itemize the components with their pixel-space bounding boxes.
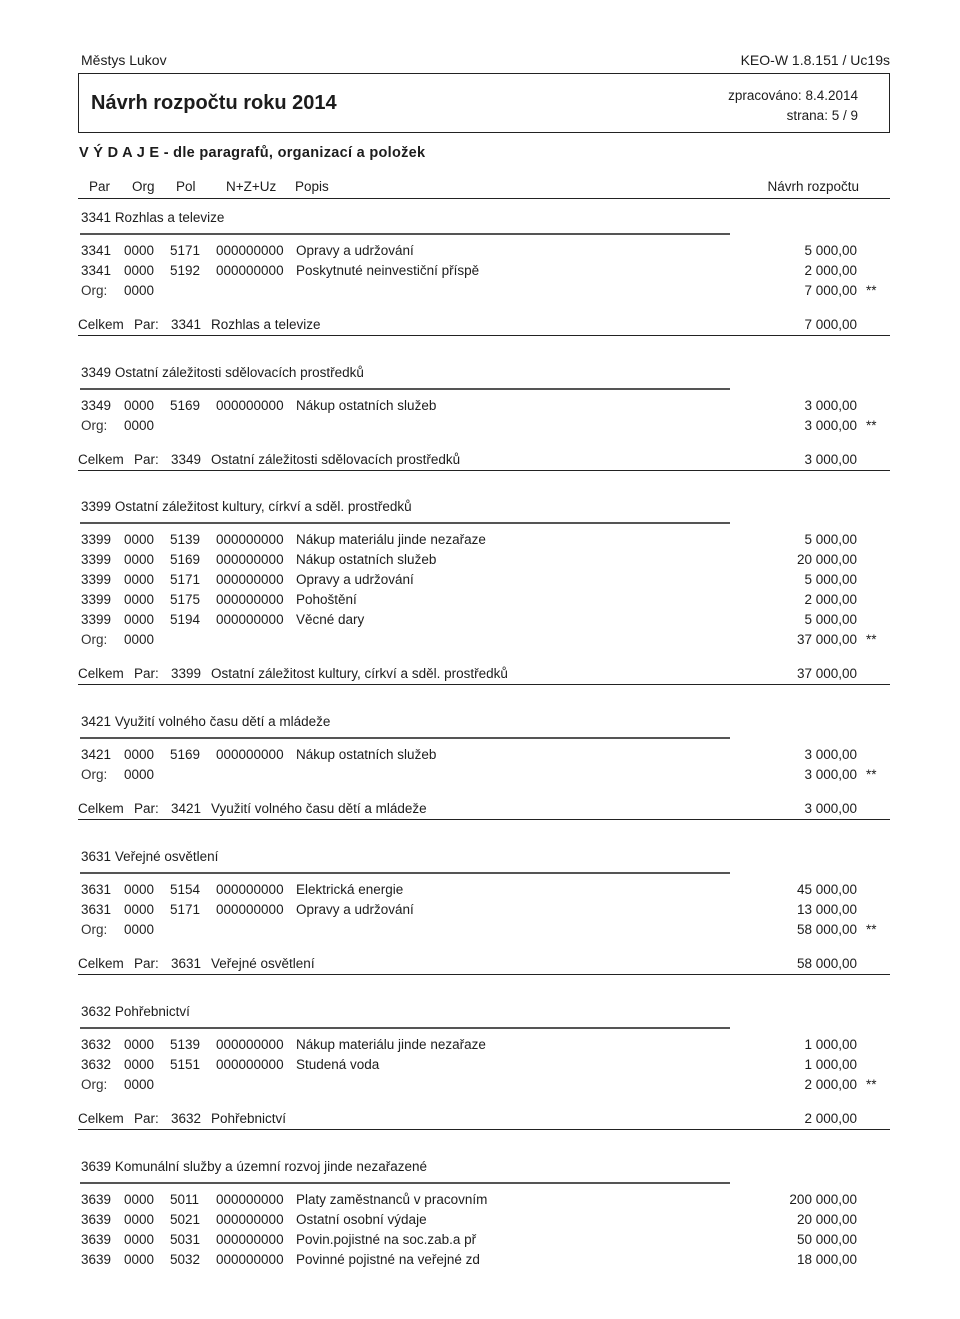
processed-label: zpracováno: (728, 88, 802, 103)
cell-pol: 5175 (170, 592, 201, 607)
cell-par: 3341 (81, 263, 112, 278)
cell-amount: 1 000,00 (804, 1037, 857, 1052)
header-divider (78, 198, 890, 199)
par-label: Par: (134, 801, 159, 816)
report-subtitle: V Ý D A J E - dle paragrafů, organizací a položek (79, 145, 426, 161)
section-name: Komunální služby a územní rozvoj jinde nezařazené (114, 1159, 427, 1174)
table-row (0, 882, 960, 902)
cell-amount: 18 000,00 (796, 1252, 857, 1267)
processed-date: 8.4.2014 (805, 88, 858, 103)
cell-popis: Platy zaměstnanců v pracovním (296, 1192, 488, 1207)
cell-popis: Opravy a udržování (296, 243, 414, 258)
section-title (81, 210, 224, 225)
cell-org: 0000 (124, 747, 155, 762)
org-subtotal: 3 000,00 (804, 418, 857, 433)
section-divider (80, 737, 730, 739)
section-par: 3631 (81, 849, 112, 864)
table-row (0, 1212, 960, 1232)
cell-nzu: 000000000 (216, 552, 284, 567)
cell-popis: Pohoštění (296, 592, 357, 607)
total-par-code: 3349 (171, 452, 202, 467)
par-label: Par: (134, 1111, 159, 1126)
org-subtotal: 3 000,00 (804, 767, 857, 782)
total-underline (78, 470, 890, 471)
total-label: Celkem (78, 666, 124, 681)
cell-par: 3639 (81, 1232, 112, 1247)
cell-org: 0000 (124, 263, 155, 278)
cell-pol: 5171 (170, 572, 201, 587)
table-row (0, 532, 960, 552)
section-name: Využití volného času dětí a mládeže (114, 714, 331, 729)
cell-par: 3639 (81, 1252, 112, 1267)
cell-pol: 5194 (170, 612, 201, 627)
cell-popis: Povin.pojistné na soc.zab.a př (296, 1232, 477, 1247)
org-subtotal: 37 000,00 (796, 632, 857, 647)
total-par-name: Využití volného času dětí a mládeže (211, 801, 427, 816)
org-label: Org: (81, 1077, 108, 1092)
cell-amount: 1 000,00 (804, 1057, 857, 1072)
section-name: Ostatní záležitost kultury, církví a sděl. prostředků (114, 499, 412, 514)
organization-name: Městys Lukov (81, 52, 167, 68)
cell-org: 0000 (124, 902, 155, 917)
section-divider (80, 388, 730, 390)
cell-nzu: 000000000 (216, 243, 284, 258)
org-subtotal: 7 000,00 (804, 283, 857, 298)
org-value: 0000 (124, 767, 155, 782)
cell-amount: 45 000,00 (796, 882, 857, 897)
cell-amount: 50 000,00 (796, 1232, 857, 1247)
cell-nzu: 000000000 (216, 902, 284, 917)
cell-org: 0000 (124, 1212, 155, 1227)
cell-popis: Ostatní osobní výdaje (296, 1212, 427, 1227)
org-value: 0000 (124, 418, 155, 433)
org-label: Org: (81, 283, 108, 298)
software-version: KEO-W 1.8.151 / Uc19s (740, 52, 890, 68)
cell-par: 3399 (81, 592, 112, 607)
col-header-par: Par (89, 179, 111, 194)
col-header-popis: Popis (295, 179, 329, 194)
cell-pol: 5171 (170, 243, 201, 258)
cell-popis: Studená voda (296, 1057, 380, 1072)
section-par: 3399 (81, 499, 112, 514)
cell-nzu: 000000000 (216, 1057, 284, 1072)
section-divider (80, 1027, 730, 1029)
par-label: Par: (134, 452, 159, 467)
section-par: 3421 (81, 714, 112, 729)
cell-popis: Nákup ostatních služeb (296, 747, 437, 762)
cell-par: 3632 (81, 1057, 112, 1072)
cell-amount: 5 000,00 (804, 532, 857, 547)
cell-nzu: 000000000 (216, 532, 284, 547)
section-title (81, 849, 218, 864)
org-subtotal-row (0, 922, 960, 942)
page-number: 5 / 9 (831, 108, 858, 123)
cell-par: 3631 (81, 882, 112, 897)
total-underline (78, 819, 890, 820)
cell-amount: 2 000,00 (804, 263, 857, 278)
cell-nzu: 000000000 (216, 612, 284, 627)
section-title (81, 714, 330, 729)
total-par-name: Ostatní záležitosti sdělovacích prostředků (211, 452, 461, 467)
total-label: Celkem (78, 956, 124, 971)
page-title: Návrh rozpočtu roku 2014 (91, 92, 337, 114)
section-par: 3639 (81, 1159, 112, 1174)
org-subtotal-row (0, 767, 960, 787)
org-subtotal-row (0, 632, 960, 652)
cell-nzu: 000000000 (216, 882, 284, 897)
title-box (78, 73, 890, 133)
table-row (0, 1192, 960, 1212)
cell-popis: Věcné dary (296, 612, 365, 627)
section-name: Veřejné osvětlení (114, 849, 219, 864)
cell-pol: 5151 (170, 1057, 201, 1072)
cell-nzu: 000000000 (216, 1037, 284, 1052)
cell-popis: Poskytnuté neinvestiční příspě (296, 263, 480, 278)
par-label: Par: (134, 956, 159, 971)
cell-pol: 5171 (170, 902, 201, 917)
cell-par: 3399 (81, 572, 112, 587)
section-total-row (0, 452, 960, 472)
total-par-name: Rozhlas a televize (211, 317, 321, 332)
section-total-row (0, 956, 960, 976)
cell-amount: 5 000,00 (804, 572, 857, 587)
cell-amount: 13 000,00 (796, 902, 857, 917)
cell-popis: Opravy a udržování (296, 902, 414, 917)
cell-popis: Elektrická energie (296, 882, 404, 897)
org-value: 0000 (124, 1077, 155, 1092)
cell-popis: Povinné pojistné na veřejné zd (296, 1252, 480, 1267)
cell-nzu: 000000000 (216, 1232, 284, 1247)
total-underline (78, 1129, 890, 1130)
section-title (81, 1159, 427, 1174)
cell-amount: 3 000,00 (804, 747, 857, 762)
org-label: Org: (81, 418, 108, 433)
cell-nzu: 000000000 (216, 1252, 284, 1267)
cell-amount: 20 000,00 (796, 552, 857, 567)
table-row (0, 572, 960, 592)
table-row (0, 1232, 960, 1252)
cell-pol: 5032 (170, 1252, 201, 1267)
cell-par: 3399 (81, 532, 112, 547)
cell-amount: 3 000,00 (804, 398, 857, 413)
total-par-code: 3399 (171, 666, 202, 681)
cell-par: 3399 (81, 612, 112, 627)
section-divider (80, 1182, 730, 1184)
total-par-code: 3631 (171, 956, 202, 971)
table-row (0, 552, 960, 572)
section-total: 3 000,00 (804, 801, 857, 816)
page-label: strana: (786, 108, 828, 123)
total-par-name: Veřejné osvětlení (211, 956, 315, 971)
cell-nzu: 000000000 (216, 1212, 284, 1227)
cell-pol: 5139 (170, 532, 201, 547)
org-subtotal-row (0, 283, 960, 303)
table-row (0, 747, 960, 767)
cell-pol: 5031 (170, 1232, 201, 1247)
table-row (0, 902, 960, 922)
cell-org: 0000 (124, 1192, 155, 1207)
cell-par: 3399 (81, 552, 112, 567)
cell-org: 0000 (124, 572, 155, 587)
cell-popis: Nákup materiálu jinde nezařaze (296, 1037, 486, 1052)
cell-par: 3349 (81, 398, 112, 413)
cell-pol: 5011 (170, 1192, 200, 1207)
cell-amount: 5 000,00 (804, 612, 857, 627)
cell-amount: 200 000,00 (789, 1192, 857, 1207)
section-total: 7 000,00 (804, 317, 857, 332)
total-par-code: 3421 (171, 801, 202, 816)
section-total-row (0, 801, 960, 821)
cell-par: 3421 (81, 747, 112, 762)
cell-org: 0000 (124, 398, 155, 413)
total-underline (78, 974, 890, 975)
cell-amount: 5 000,00 (804, 243, 857, 258)
section-total-row (0, 317, 960, 337)
section-title (81, 499, 412, 514)
section-divider (80, 872, 730, 874)
par-label: Par: (134, 317, 159, 332)
org-value: 0000 (124, 632, 155, 647)
cell-amount: 20 000,00 (796, 1212, 857, 1227)
table-row (0, 243, 960, 263)
section-name: Rozhlas a televize (114, 210, 225, 225)
org-label: Org: (81, 767, 108, 782)
org-value: 0000 (124, 283, 155, 298)
table-row (0, 398, 960, 418)
cell-nzu: 000000000 (216, 747, 284, 762)
total-label: Celkem (78, 452, 124, 467)
subtotal-marker: ** (866, 283, 877, 298)
total-par-name: Pohřebnictví (211, 1111, 287, 1126)
subtotal-marker: ** (866, 1077, 877, 1092)
org-subtotal: 2 000,00 (804, 1077, 857, 1092)
cell-pol: 5154 (170, 882, 201, 897)
subtotal-marker: ** (866, 632, 877, 647)
cell-par: 3341 (81, 243, 112, 258)
cell-pol: 5139 (170, 1037, 201, 1052)
col-header-org: Org (132, 179, 155, 194)
cell-popis: Opravy a udržování (296, 572, 414, 587)
section-total-row (0, 1111, 960, 1131)
org-value: 0000 (124, 922, 155, 937)
total-label: Celkem (78, 317, 124, 332)
total-label: Celkem (78, 801, 124, 816)
section-title (81, 1004, 190, 1019)
cell-org: 0000 (124, 552, 155, 567)
section-name: Ostatní záležitosti sdělovacích prostředků (114, 365, 364, 380)
cell-par: 3639 (81, 1192, 112, 1207)
subtotal-marker: ** (866, 418, 877, 433)
org-subtotal-row (0, 1077, 960, 1097)
section-name: Pohřebnictví (114, 1004, 190, 1019)
table-row (0, 1252, 960, 1272)
section-divider (80, 522, 730, 524)
table-row (0, 263, 960, 283)
org-subtotal-row (0, 418, 960, 438)
total-par-code: 3341 (171, 317, 202, 332)
cell-popis: Nákup materiálu jinde nezařaze (296, 532, 486, 547)
section-total: 2 000,00 (804, 1111, 857, 1126)
table-row (0, 1057, 960, 1077)
total-underline (78, 335, 890, 336)
org-label: Org: (81, 632, 108, 647)
section-par: 3349 (81, 365, 112, 380)
cell-org: 0000 (124, 532, 155, 547)
section-par: 3632 (81, 1004, 112, 1019)
section-title (81, 365, 364, 380)
org-subtotal: 58 000,00 (796, 922, 857, 937)
org-label: Org: (81, 922, 108, 937)
cell-org: 0000 (124, 1037, 155, 1052)
cell-par: 3631 (81, 902, 112, 917)
table-row (0, 612, 960, 632)
cell-par: 3639 (81, 1212, 112, 1227)
total-par-code: 3632 (171, 1111, 202, 1126)
cell-pol: 5169 (170, 398, 201, 413)
cell-pol: 5169 (170, 552, 201, 567)
cell-org: 0000 (124, 1057, 155, 1072)
table-row (0, 592, 960, 612)
cell-nzu: 000000000 (216, 592, 284, 607)
section-total-row (0, 666, 960, 686)
title-meta (728, 86, 858, 126)
cell-nzu: 000000000 (216, 263, 284, 278)
section-total: 37 000,00 (796, 666, 857, 681)
section-total: 3 000,00 (804, 452, 857, 467)
cell-org: 0000 (124, 592, 155, 607)
cell-org: 0000 (124, 882, 155, 897)
cell-nzu: 000000000 (216, 572, 284, 587)
col-header-pol: Pol (176, 179, 196, 194)
cell-pol: 5169 (170, 747, 201, 762)
cell-amount: 2 000,00 (804, 592, 857, 607)
col-header-amount: Návrh rozpočtu (767, 179, 859, 194)
subtotal-marker: ** (866, 767, 877, 782)
table-row (0, 1037, 960, 1057)
section-divider (80, 233, 730, 235)
section-par: 3341 (81, 210, 112, 225)
subtotal-marker: ** (866, 922, 877, 937)
col-header-nzu: N+Z+Uz (226, 179, 277, 194)
cell-par: 3632 (81, 1037, 112, 1052)
par-label: Par: (134, 666, 159, 681)
total-label: Celkem (78, 1111, 124, 1126)
cell-pol: 5192 (170, 263, 201, 278)
cell-org: 0000 (124, 1252, 155, 1267)
cell-popis: Nákup ostatních služeb (296, 552, 437, 567)
cell-org: 0000 (124, 612, 155, 627)
cell-nzu: 000000000 (216, 398, 284, 413)
section-total: 58 000,00 (796, 956, 857, 971)
total-underline (78, 684, 890, 685)
cell-pol: 5021 (170, 1212, 201, 1227)
cell-popis: Nákup ostatních služeb (296, 398, 437, 413)
cell-org: 0000 (124, 243, 155, 258)
total-par-name: Ostatní záležitost kultury, církví a sděl. prostředků (211, 666, 508, 681)
cell-org: 0000 (124, 1232, 155, 1247)
cell-nzu: 000000000 (216, 1192, 284, 1207)
